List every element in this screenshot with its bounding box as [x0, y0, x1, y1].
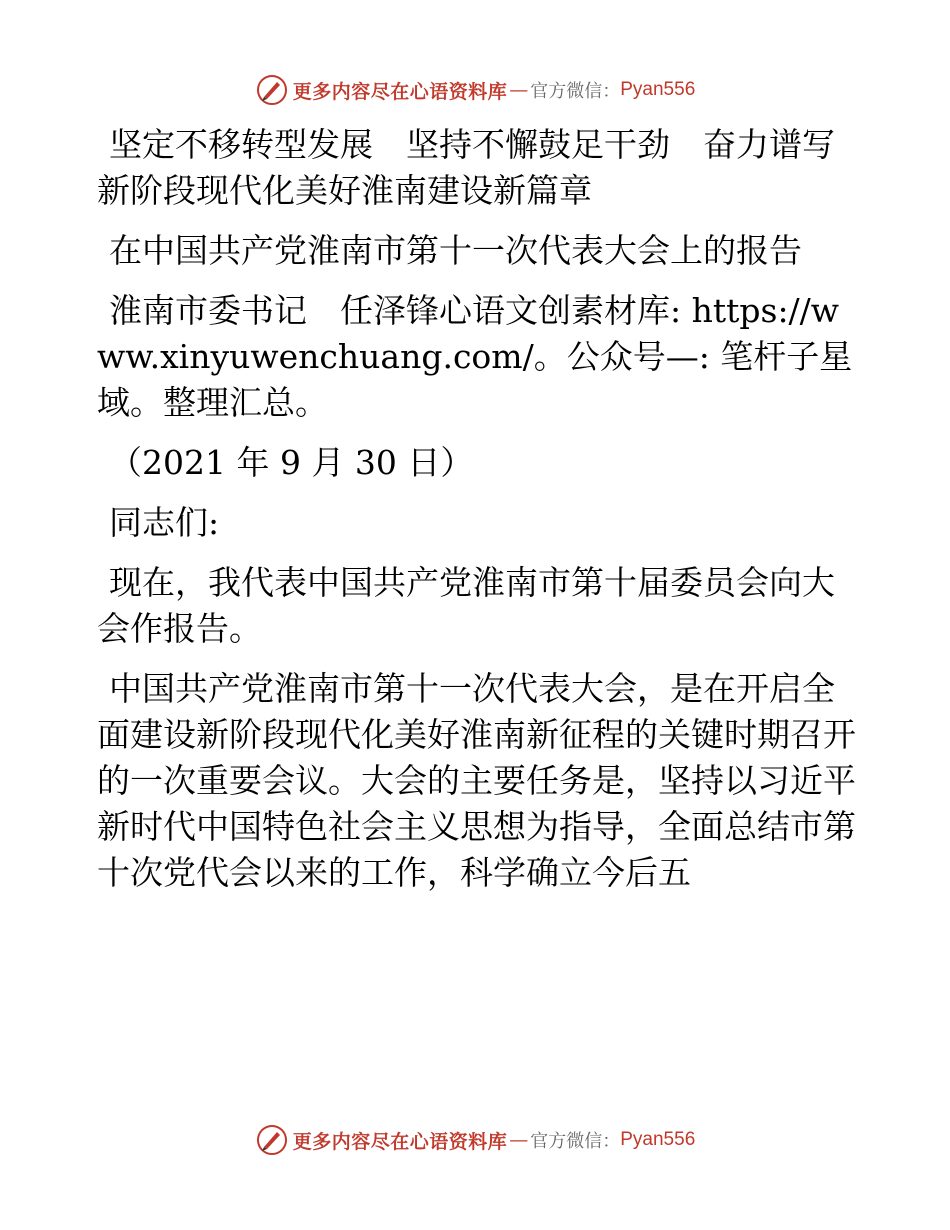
header-banner — [0, 70, 950, 110]
author-line: 淮南市委书记 任泽锋心语文创素材库: https://www.xinyuwenchuang.com/。公众号—: 笔杆子星域。整理汇总。 — [97, 291, 853, 422]
banner-main-text: 更多内容尽在心语资料库 — [292, 1130, 508, 1153]
banner-main-text: 更多内容尽在心语资料库 — [292, 80, 508, 103]
banner-official-label: 官方微信： — [530, 81, 621, 102]
banner-wechat-handle: Pyan556 — [620, 1129, 696, 1150]
paragraph-2: 中国共产党淮南市第十一次代表大会，是在开启全面建设新阶段现代化美好淮南新征程的关键时期召开的一次重要会议。大会的主要任务是，坚持以习近平新时代中国特色社会主义思想为指导，全面总结市第十次党代会以来的工作，科学确立今后五 — [97, 669, 856, 892]
pen-logo-icon — [255, 1123, 289, 1157]
author-block — [97, 288, 857, 426]
document-subtitle: 在中国共产党淮南市第十一次代表大会上的报告 — [109, 231, 802, 270]
greeting: 同志们: — [109, 503, 220, 542]
document-body — [97, 122, 857, 910]
pen-logo-icon — [255, 73, 289, 107]
report-date: （2021 年 9 月 30 日） — [109, 443, 474, 482]
banner-wechat-handle: Pyan556 — [620, 79, 696, 100]
paragraph-1: 现在，我代表中国共产党淮南市第十届委员会向大会作报告。 — [97, 563, 835, 648]
footer-banner — [0, 1120, 950, 1160]
document-title: 坚定不移转型发展 坚持不懈鼓足干劲 奋力谱写新阶段现代化美好淮南建设新篇章 — [97, 125, 835, 210]
banner-dash: — — [509, 79, 529, 101]
banner-dash: — — [509, 1129, 529, 1151]
banner-official-label: 官方微信： — [530, 1131, 621, 1152]
